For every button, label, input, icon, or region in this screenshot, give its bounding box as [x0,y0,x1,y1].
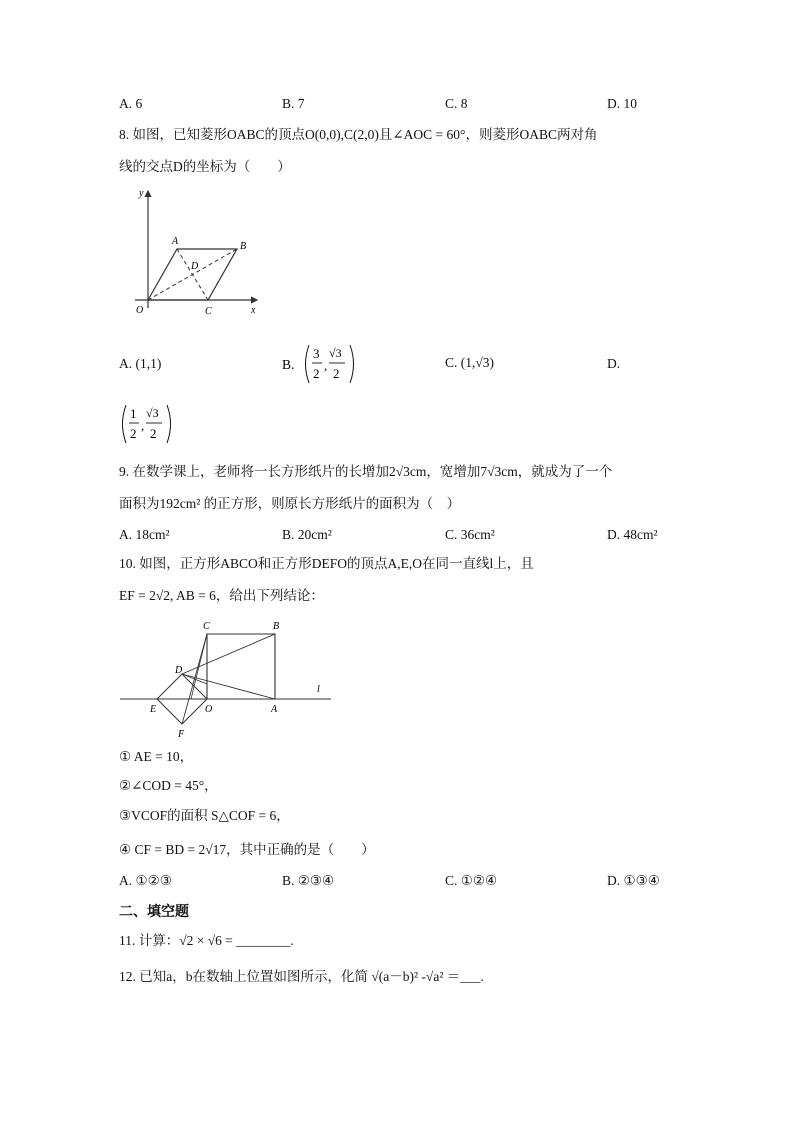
svg-text:√3: √3 [146,406,159,420]
q12-text: 12. 已知a，b在数轴上位置如图所示，化简 √(a－b)² -√a² ＝___. [119,969,484,984]
q7-option-c: C. 8 [445,96,468,111]
svg-text:1: 1 [130,406,137,421]
q10-label-a: A [271,704,278,715]
q8-stem-line1: 8. 如图，已知菱形OABC的顶点O(0,0),C(2,0)且∠AOC = 60°，则菱形OABC两对角 [119,127,598,142]
q10-label-c: C [203,621,210,632]
q7-option-b: B. 7 [282,96,305,111]
q8-option-b-expression [282,341,372,387]
q8-label-b: B [240,241,247,252]
q9-option-a: A. 18cm² [119,527,170,542]
q8-option-d: D. [607,356,621,371]
q8-label-x: x [251,305,256,316]
q10-label-f: F [178,729,185,740]
q10-label-b: B [273,621,280,632]
q10-conclusion-1: ① AE = 10， [119,749,194,764]
q8-rhombus-figure [115,183,275,323]
q11-text: 11. 计算：√2 × √6 = ________. [119,933,294,948]
q10-squares-figure [115,614,340,744]
q10-conclusion-2: ②∠COD = 45°， [119,778,218,793]
q8-label-o: O [136,305,144,316]
q8-label-d: D [191,261,199,272]
q10-option-a: A. ①②③ [119,873,172,888]
q8-label-a: A [172,236,179,247]
q8-label-c: C [205,306,212,317]
svg-text:2: 2 [333,366,340,381]
q10-conclusion-4: ④ CF = BD = 2√17，其中正确的是（ ） [119,842,375,857]
svg-text:2: 2 [313,366,320,381]
svg-text:B.: B. [282,357,295,372]
q10-label-l: l [317,684,320,695]
q10-label-o: O [205,704,213,715]
svg-text:,: , [141,418,145,433]
q9-option-c: C. 36cm² [445,527,495,542]
q7-option-a: A. 6 [119,96,143,111]
svg-text:3: 3 [313,346,320,361]
q10-option-d: D. ①③④ [607,873,660,888]
q8-option-d-value [119,401,189,446]
q8-option-d-expression [119,401,189,447]
q10-option-b: B. ②③④ [282,873,335,888]
svg-text:,: , [324,358,328,373]
q9-option-d: D. 48cm² [607,527,658,542]
q10-conclusion-3: ③VCOF的面积 S△COF = 6， [119,808,290,823]
q8-option-a: A. (1,1) [119,356,162,371]
q10-stem-line1: 10. 如图，正方形ABCO和正方形DEFO的顶点A,E,O在同一直线l上，且 [119,556,534,571]
q8-stem-line2: 线的交点D的坐标为（ ） [119,159,291,174]
q7-option-d: D. 10 [607,96,637,111]
q9-stem-line1: 9. 在数学课上，老师将一长方形纸片的长增加2√3cm，宽增加7√3cm，就成为了一个 [119,464,613,479]
q8-label-y: y [139,188,144,199]
svg-text:√3: √3 [329,346,342,360]
q8-option-c: C. (1,√3) [445,355,495,370]
q10-label-e: E [150,704,157,715]
q10-option-c: C. ①②④ [445,873,498,888]
q10-label-d: D [175,665,183,676]
svg-text:2: 2 [150,426,157,441]
q8-option-b [282,341,372,386]
svg-text:2: 2 [130,426,137,441]
section-fill-in-title: 二、填空题 [119,904,189,920]
q10-stem-line2: EF = 2√2, AB = 6，给出下列结论： [119,588,324,603]
q9-option-b: B. 20cm² [282,527,332,542]
q9-stem-line2: 面积为192cm² 的正方形，则原长方形纸片的面积为（ ） [119,496,461,511]
